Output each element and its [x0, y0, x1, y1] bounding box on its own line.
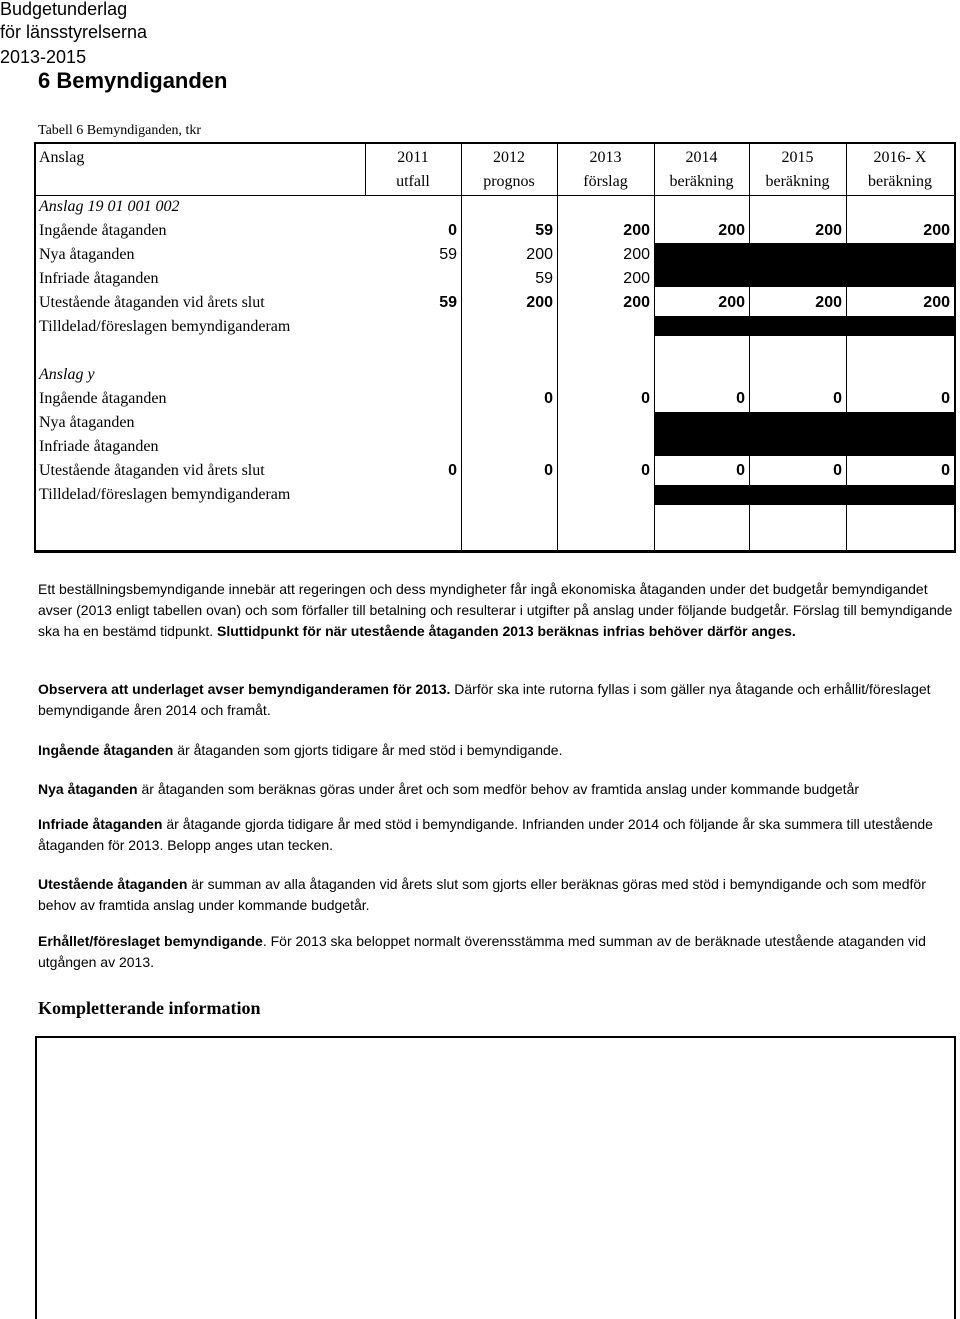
cell-value: 200 — [623, 294, 650, 311]
type-2013: förslag — [583, 173, 628, 190]
cell-value: 0 — [941, 390, 950, 407]
bemyndiganden-table — [34, 142, 956, 553]
paragraph-definition: Ett beställningsbemyndigande innebär att regeringen och dess myndigheter får ingå ekonomiska åtaganden under det budgetår bemyndigandet avser (2013 enligt tabellen ovan) och som förfaller till betalning och resulterar i utgifter på anslag under följande budgetår. Förslag till bemyndigande ska ha en bestämd tidpunkt. Sluttidpunkt för när utestående åtaganden 2013 beräknas infrias behöver därför anges. — [38, 581, 953, 639]
cell-value: 0 — [448, 222, 457, 239]
disabled-cells — [654, 243, 954, 287]
kompletterande-heading: Kompletterande information — [38, 998, 261, 1018]
type-2016-x: beräkning — [868, 173, 932, 190]
cell-value: 0 — [544, 390, 553, 407]
cell-value: 0 — [641, 462, 650, 479]
row-label: Nya åtaganden — [39, 414, 135, 431]
year-2014: 2014 — [685, 149, 718, 166]
kompletterande-textbox[interactable] — [35, 1036, 956, 1319]
cell-value: 200 — [923, 222, 950, 239]
cell-value: 200 — [526, 294, 553, 311]
cell-value: 59 — [439, 294, 457, 311]
type-2015: beräkning — [765, 173, 830, 190]
cell-value: 0 — [448, 462, 457, 479]
cell-value: 0 — [833, 390, 842, 407]
row-label: Utestående åtaganden vid årets slut — [39, 294, 265, 311]
row-label: Nya åtaganden — [39, 246, 135, 263]
year-2013: 2013 — [589, 149, 622, 166]
row-label: Infriade åtaganden — [39, 438, 159, 455]
disabled-cells — [654, 316, 954, 336]
paragraph-ingaende: Ingående åtaganden är åtaganden som gjorts tidigare år med stöd i bemyndigande. — [38, 742, 563, 758]
cell-value: 200 — [718, 222, 745, 239]
header-line-2: för länsstyrelserna — [0, 22, 148, 42]
column-divider — [461, 144, 462, 550]
column-divider — [557, 144, 558, 550]
cell-value: 200 — [623, 246, 650, 263]
cell-value: 200 — [815, 222, 842, 239]
header-divider — [36, 195, 954, 196]
paragraph-nya: Nya åtaganden är åtaganden som beräknas göras under året och som medför behov av framtida anslag under kommande budgetår — [38, 781, 860, 797]
type-2011: utfall — [396, 173, 430, 190]
paragraph-infriade: Infriade åtaganden är åtagande gjorda tidigare år med stöd i bemyndigande. Infrianden under 2014 och följande år ska summera till utestående åtaganden för 2013. Belopp anges utan tecken. — [38, 816, 933, 853]
row-label: Infriade åtaganden — [39, 270, 159, 287]
header-line-3: 2013-2015 — [0, 47, 87, 67]
cell-value: 0 — [736, 390, 745, 407]
type-2014: beräkning — [669, 173, 734, 190]
cell-value: 0 — [641, 390, 650, 407]
cell-value: 200 — [623, 222, 650, 239]
disabled-cells — [654, 485, 954, 505]
cell-value: 0 — [941, 462, 950, 479]
cell-value: 200 — [815, 294, 842, 311]
cell-value: 0 — [736, 462, 745, 479]
year-2016-x: 2016- X — [873, 149, 927, 166]
header-line-1: Budgetunderlag — [0, 0, 128, 19]
cell-value: 59 — [439, 246, 457, 263]
year-2015: 2015 — [781, 149, 814, 166]
table-caption: Tabell 6 Bemyndiganden, tkr — [38, 123, 202, 138]
row-label: Ingående åtaganden — [39, 222, 167, 239]
paragraph-erhallet: Erhållet/föreslaget bemyndigande. För 2013 ska beloppet normalt överensstämma med summan av de beräknade utestående ataganden vid utgången av 2013. — [38, 933, 926, 970]
paragraph-observera: Observera att underlaget avser bemyndiganderamen för 2013. Därför ska inte rutorna fyllas i som gäller nya åtagande och erhållit/föreslaget bemyndigande åren 2014 och framåt. — [38, 681, 931, 718]
row-label: Tilldelad/föreslagen bemyndiganderam — [39, 486, 291, 503]
cell-value: 0 — [544, 462, 553, 479]
cell-value: 200 — [923, 294, 950, 311]
year-2011: 2011 — [397, 149, 429, 166]
row-label: Tilldelad/föreslagen bemyndiganderam — [39, 318, 291, 335]
cell-value: 59 — [535, 270, 553, 287]
cell-value: 59 — [535, 222, 553, 239]
page-title: 6 Bemyndiganden — [38, 68, 228, 93]
cell-value: 200 — [526, 246, 553, 263]
cell-value: 0 — [833, 462, 842, 479]
paragraph-utestaende: Utestående åtaganden är summan av alla åtaganden vid årets slut som gjorts eller beräknas göras med stöd i bemyndigande och som medför behov av framtida anslag under kommande budgetår. — [38, 876, 926, 913]
cell-value: 200 — [623, 270, 650, 287]
type-2012: prognos — [483, 173, 535, 190]
row-label: Utestående åtaganden vid årets slut — [39, 462, 265, 479]
disabled-cells — [654, 412, 954, 456]
year-2012: 2012 — [493, 149, 525, 166]
table-head-label: Anslag — [39, 149, 85, 166]
section-title: Anslag y — [39, 366, 95, 383]
cell-value: 200 — [718, 294, 745, 311]
section-title: Anslag 19 01 001 002 — [39, 198, 180, 215]
row-label: Ingående åtaganden — [39, 390, 167, 407]
